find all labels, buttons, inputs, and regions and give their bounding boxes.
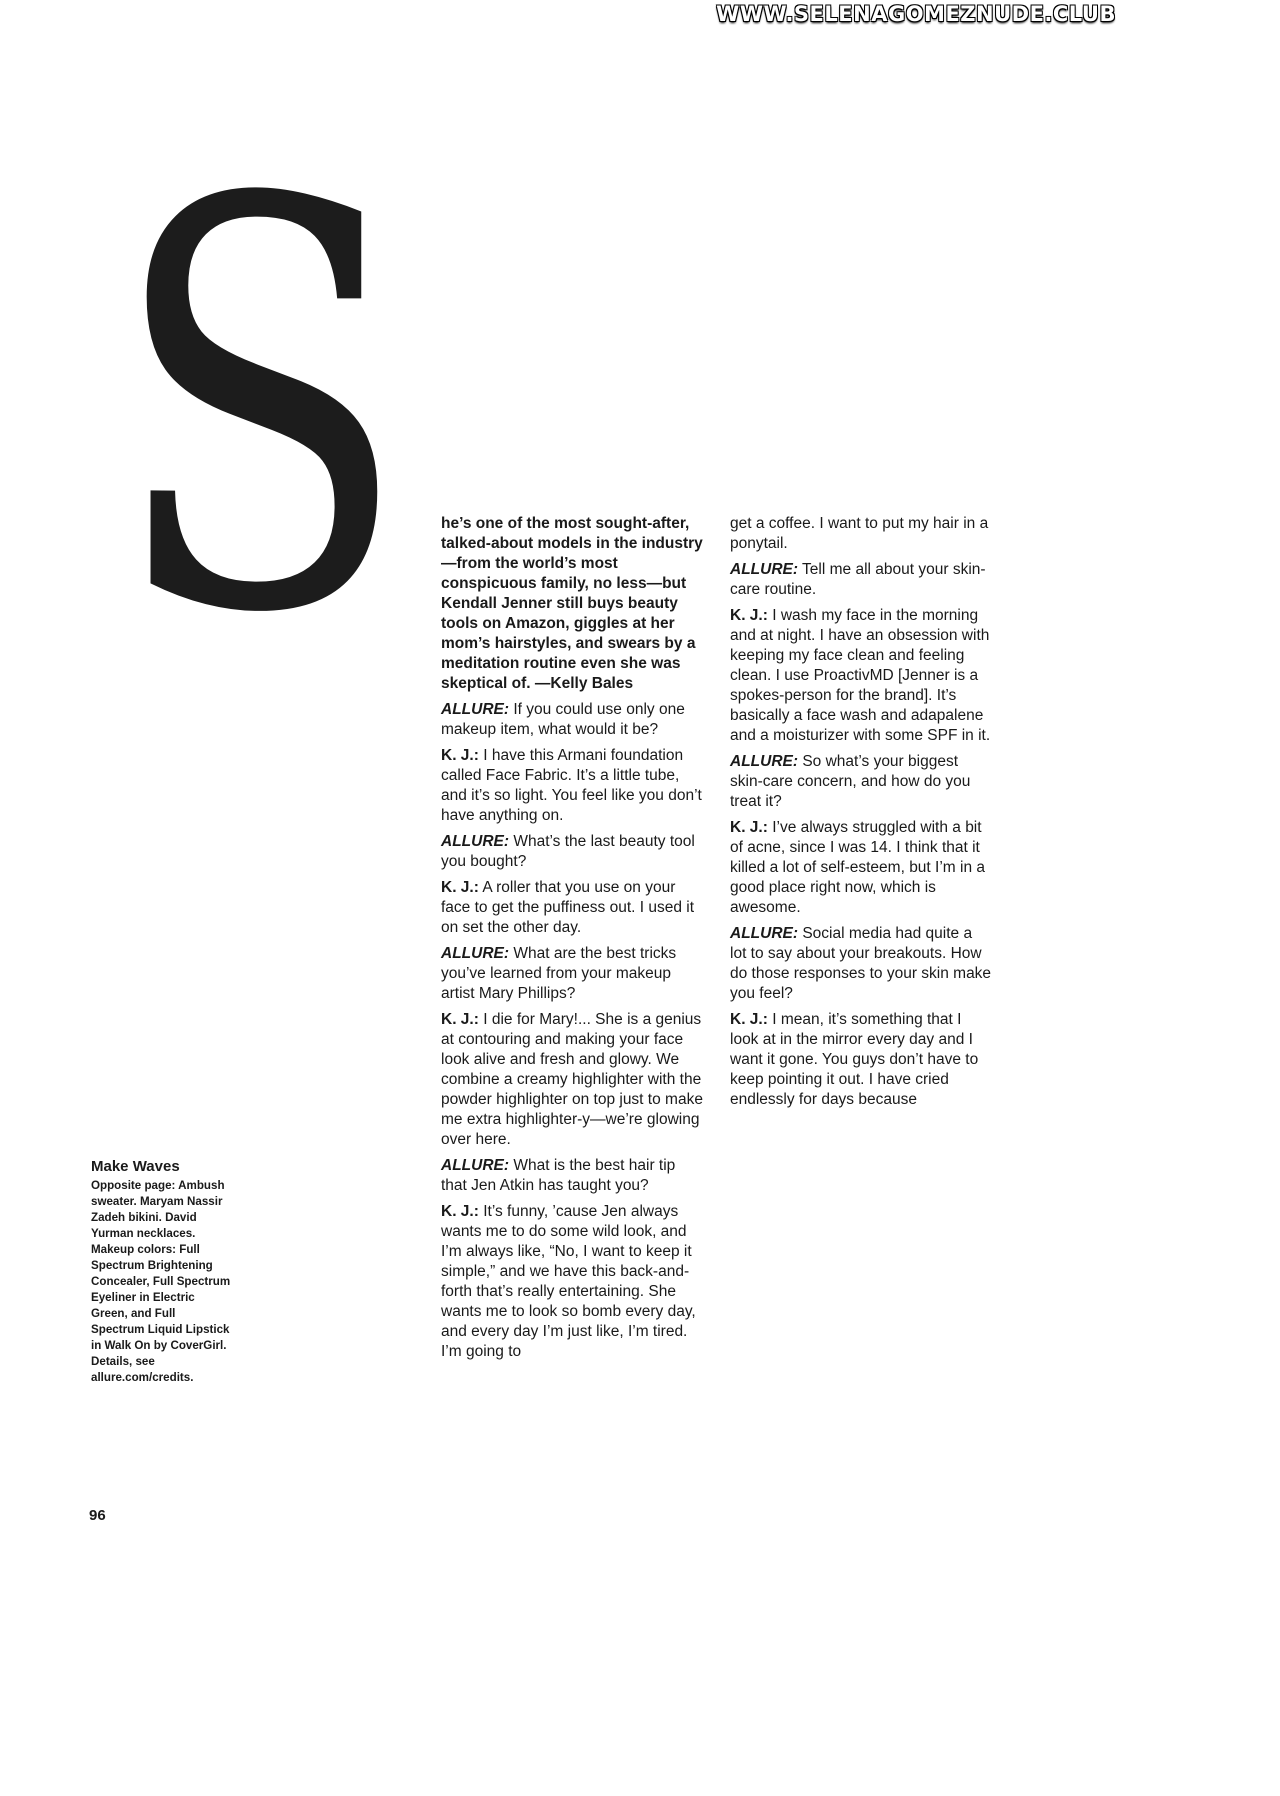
speaker-label: K. J.: — [441, 747, 479, 764]
qa-paragraph — [441, 1010, 703, 1150]
page-number: 96 — [89, 1507, 106, 1524]
qa-paragraph — [730, 514, 992, 554]
caption-title: Make Waves — [91, 1158, 180, 1175]
qa-paragraph — [441, 746, 703, 826]
paragraph-text: I die for Mary!... She is a genius at contouring and making your face look alive and fresh and glowy. We combine a creamy highlighter with the powder highlighter on top just to make me extra highlighter-y—we’re glowing over here. — [441, 1011, 703, 1148]
watermark: WWW.SELENAGOMEZNUDE.CLUB — [716, 2, 1116, 26]
qa-list-1 — [441, 700, 703, 1362]
qa-paragraph — [441, 878, 703, 938]
intro-paragraph: he’s one of the most sought-after, talked-about models in the industry—from the world’s most conspicuous family, no less—but Kendall Jenner still buys beauty tools on Amazon, giggles at her mom’s hairstyles, and swears by a meditation routine even she was skeptical of. —Kelly Bales — [441, 515, 703, 692]
paragraph-text: I have this Armani foundation called Face Fabric. It’s a little tube, and it’s so light. You feel like you don’t have anything on. — [441, 747, 702, 824]
paragraph-text: If you could use only one makeup item, what would it be? — [441, 701, 685, 738]
drop-cap: S — [110, 84, 410, 736]
speaker-label: ALLURE: — [441, 1157, 510, 1174]
qa-paragraph — [441, 832, 703, 872]
qa-list-2 — [730, 514, 992, 1110]
speaker-label: ALLURE: — [441, 833, 510, 850]
paragraph-text: It’s funny, ’cause Jen always wants me to do some wild look, and I’m always like, “No, I want to keep it simple,” and we have this back-and-forth that’s really entertaining. She wants me to look so bomb every day, and every day I’m just like, I’m tired. I’m going to — [441, 1203, 696, 1360]
qa-paragraph — [730, 560, 992, 600]
qa-paragraph — [730, 752, 992, 812]
article-column-1 — [441, 514, 703, 1368]
caption-body: Opposite page: Ambush sweater. Maryam Nassir Zadeh bikini. David Yurman necklaces. Makeup colors: Full Spectrum Brightening Concealer, Full Spectrum Eyeliner in Electric Green, and Full Spectrum Liquid Lipstick in Walk On by CoverGirl. Details, see allure.com/credits. — [91, 1179, 231, 1384]
qa-paragraph — [441, 700, 703, 740]
qa-paragraph — [730, 818, 992, 918]
qa-paragraph — [441, 1156, 703, 1196]
speaker-label: K. J.: — [730, 819, 768, 836]
qa-paragraph — [730, 924, 992, 1004]
paragraph-text: I mean, it’s something that I look at in the mirror every day and I want it gone. You guys don’t have to keep pointing it out. I have cried endlessly for days because — [730, 1011, 979, 1108]
speaker-label: K. J.: — [441, 879, 479, 896]
qa-paragraph — [441, 944, 703, 1004]
photo-caption — [91, 1157, 231, 1386]
paragraph-text: What is the best hair tip that Jen Atkin has taught you? — [441, 1157, 676, 1194]
paragraph-text: get a coffee. I want to put my hair in a ponytail. — [730, 515, 989, 552]
paragraph-text: I’ve always struggled with a bit of acne, since I was 14. I think that it killed a lot of self-esteem, but I’m in a good place right now, which is awesome. — [730, 819, 986, 916]
qa-paragraph — [730, 1010, 992, 1110]
speaker-label: K. J.: — [441, 1203, 479, 1220]
speaker-label: ALLURE: — [730, 753, 799, 770]
paragraph-text: So what’s your biggest skin-care concern, and how do you treat it? — [730, 753, 971, 810]
speaker-label: ALLURE: — [441, 945, 510, 962]
paragraph-text: Social media had quite a lot to say about your breakouts. How do those responses to your skin make you feel? — [730, 925, 992, 1002]
paragraph-text: A roller that you use on your face to get the puffiness out. I used it on set the other day. — [441, 879, 695, 936]
paragraph-text: Tell me all about your skin-care routine. — [730, 561, 986, 598]
paragraph-text: I wash my face in the morning and at night. I have an obsession with keeping my face clean and feeling clean. I use ProactivMD [Jenner is a spokes-person for the brand]. It’s basically a face wash and adapalene and a moisturizer with some SPF in it. — [730, 607, 991, 744]
speaker-label: ALLURE: — [730, 561, 799, 578]
speaker-label: ALLURE: — [441, 701, 510, 718]
article-column-2 — [730, 514, 992, 1116]
qa-paragraph — [441, 1202, 703, 1362]
speaker-label: K. J.: — [441, 1011, 479, 1028]
paragraph-text: What’s the last beauty tool you bought? — [441, 833, 695, 870]
qa-paragraph — [730, 606, 992, 746]
speaker-label: K. J.: — [730, 1011, 768, 1028]
speaker-label: ALLURE: — [730, 925, 799, 942]
speaker-label: K. J.: — [730, 607, 768, 624]
paragraph-text: What are the best tricks you’ve learned from your makeup artist Mary Phillips? — [441, 945, 677, 1002]
